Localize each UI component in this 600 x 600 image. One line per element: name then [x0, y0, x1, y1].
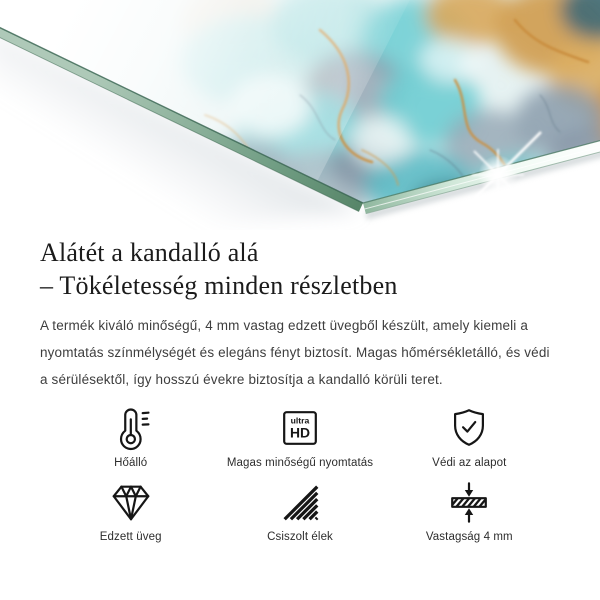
feature-label: Vastagság 4 mm [425, 531, 513, 543]
shield-check-icon [446, 405, 492, 451]
thickness-icon [446, 479, 492, 525]
ultra-hd-icon-text-bottom: HD [289, 424, 311, 441]
glass-panel-image [0, 0, 600, 230]
ultra-hd-icon [277, 405, 323, 451]
feature-print-quality [215, 405, 384, 469]
page-title-line2: – Tökéletesség minden részletben [40, 271, 398, 300]
feature-protects-base [385, 405, 554, 469]
feature-label: Magas minőségű nyomtatás [226, 457, 374, 469]
feature-thickness [385, 479, 554, 543]
hero-section [0, 0, 600, 230]
feature-polished-edges [215, 479, 384, 543]
page-title [40, 236, 560, 302]
polished-edge-icon [277, 479, 323, 525]
feature-label: Védi az alapot [432, 457, 507, 469]
feature-tempered-glass [46, 479, 215, 543]
diamond-icon [108, 479, 154, 525]
ultra-hd-icon-text-top: ultra [290, 415, 310, 426]
thermometer-icon [108, 405, 154, 451]
feature-label: Edzett üveg [99, 531, 162, 543]
content-section [0, 236, 600, 543]
feature-label: Hőálló [114, 457, 148, 469]
product-description: A termék kiváló minőségű, 4 mm vastag edzett üvegből készült, amely kiemeli a nyomtatás színmélységét és elegáns fényt biztosít. Magas hőmérsékletálló, és védi a sérülésektől, így hosszú évekre biztosítja a kandalló körüli teret. [40, 318, 550, 387]
page-title-line1: Alátét a kandalló alá [40, 238, 259, 267]
features-grid [46, 405, 554, 543]
feature-heat-resistant [46, 405, 215, 469]
feature-label: Csiszolt élek [267, 531, 333, 543]
